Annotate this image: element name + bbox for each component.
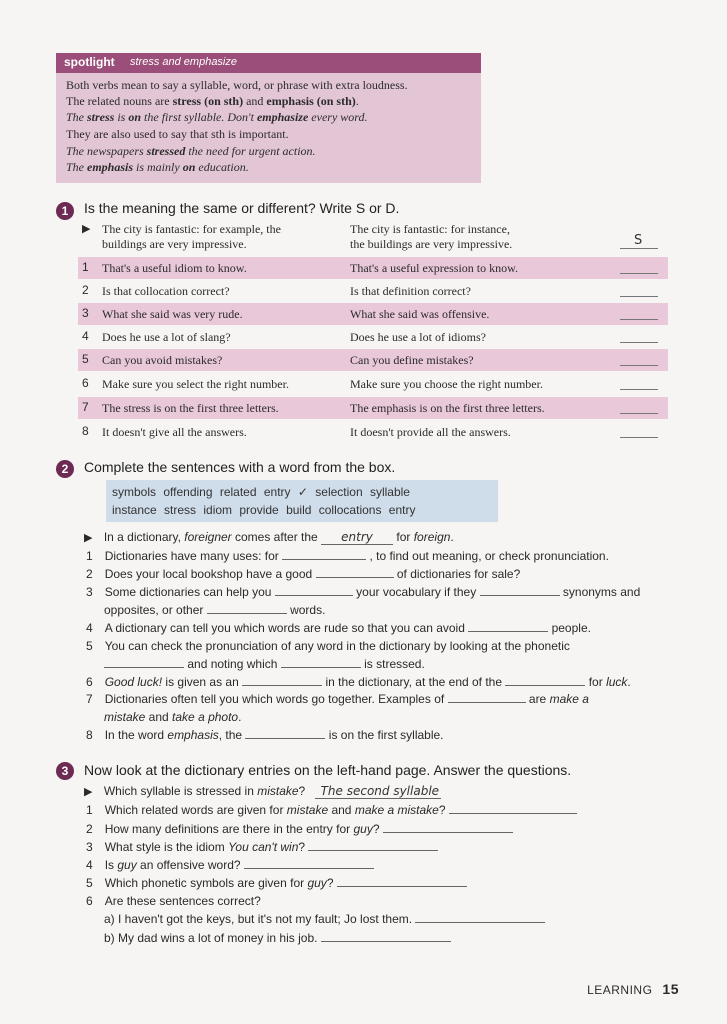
question-5: 5 Which phonetic symbols are given for guy? — [86, 876, 467, 890]
table-row — [78, 397, 668, 419]
example-answer-blank — [321, 530, 393, 545]
word-box-line-2: instance stress idiom provide build collocations entry — [112, 503, 416, 517]
spotlight-box — [56, 53, 481, 183]
sentence-3-continued: opposites, or other words. — [104, 603, 326, 617]
sentence-6: 6 Good luck! is given as an in the dictionary, at the end of the for luck. — [86, 675, 631, 689]
answer-blank[interactable] — [620, 342, 658, 343]
row-number: 4 — [82, 329, 89, 343]
answer-blank[interactable] — [244, 858, 374, 869]
row-sentence-a: Can you avoid mistakes? — [102, 353, 223, 367]
row-sentence-b: That's a useful expression to know. — [350, 261, 519, 275]
answer-blank[interactable] — [448, 692, 526, 703]
row-number: 1 — [82, 260, 89, 274]
sentence-7: 7 Dictionaries often tell you which words go together. Examples of are make a — [86, 692, 589, 706]
question-3: 3 What style is the idiom You can't win? — [86, 840, 438, 854]
answer-blank[interactable] — [620, 389, 658, 390]
spotlight-line-2: The related nouns are stress (on sth) and emphasis (on sth). — [66, 94, 359, 108]
example-marker-icon: ▶ — [82, 223, 91, 235]
sentence-7-continued: mistake and take a photo. — [104, 710, 242, 724]
word-box — [106, 480, 498, 522]
sentence-8: 8 In the word emphasis, the is on the first syllable. — [86, 728, 444, 742]
table-row — [78, 303, 668, 325]
row-sentence-b: Does he use a lot of idioms? — [350, 330, 486, 344]
exercise-1-example — [78, 220, 668, 254]
exercise-3-instruction: Now look at the dictionary entries on the left-hand page. Answer the questions. — [84, 762, 572, 778]
answer-blank[interactable] — [104, 657, 184, 668]
exercise-1-instruction: Is the meaning the same or different? Write S or D. — [84, 200, 400, 216]
example-answer: entry — [341, 530, 373, 544]
question-6: 6 Are these sentences correct? — [86, 894, 261, 908]
exercise-1-number: 1 — [56, 202, 74, 220]
row-number: 2 — [82, 283, 89, 297]
exercise-2-example: ▶ In a dictionary, foreigner comes after the entry for foreign. — [84, 530, 454, 544]
example-marker-icon: ▶ — [84, 532, 93, 544]
sentence-2: 2 Does your local bookshop have a good of dictionaries for sale? — [86, 567, 521, 581]
answer-blank[interactable] — [480, 585, 560, 596]
answer-blank[interactable] — [620, 296, 658, 297]
row-sentence-b: Make sure you choose the right number. — [350, 377, 543, 391]
row-sentence-b: What she said was offensive. — [350, 307, 490, 321]
example-answer: S — [634, 233, 643, 248]
example-answer-blank — [315, 784, 441, 799]
row-sentence-a: Make sure you select the right number. — [102, 377, 289, 391]
row-sentence-a: Does he use a lot of slang? — [102, 330, 231, 344]
exercise-3-example: ▶ Which syllable is stressed in mistake? The second syllable — [84, 784, 440, 798]
example-a-line-1: The city is fantastic: for example, the — [102, 222, 281, 236]
answer-blank[interactable] — [415, 912, 545, 923]
row-sentence-b: Can you define mistakes? — [350, 353, 474, 367]
example-answer: The second syllable — [320, 784, 440, 798]
answer-blank[interactable] — [468, 621, 548, 632]
row-number: 5 — [82, 352, 89, 366]
question-1: 1 Which related words are given for mistake and make a mistake? — [86, 803, 577, 817]
table-row — [78, 280, 668, 302]
row-sentence-a: Is that collocation correct? — [102, 284, 230, 298]
answer-blank[interactable] — [620, 365, 658, 366]
question-6a: a) I haven't got the keys, but it's not my fault; Jo lost them. — [104, 912, 545, 926]
spotlight-subtitle: stress and emphasize — [130, 56, 237, 68]
question-2: 2 How many definitions are there in the entry for guy? — [86, 822, 513, 836]
answer-blank[interactable] — [620, 273, 658, 274]
sentence-5: 5 You can check the pronunciation of any word in the dictionary by looking at the phonetic — [86, 639, 570, 653]
answer-blank[interactable] — [620, 319, 658, 320]
spotlight-line-6: The emphasis is mainly on education. — [66, 160, 249, 174]
answer-blank[interactable] — [245, 728, 325, 739]
table-row — [78, 349, 668, 371]
section-label: LEARNING — [587, 983, 653, 997]
sentence-1: 1 Dictionaries have many uses: for , to find out meaning, or check pronunciation. — [86, 549, 609, 563]
example-answer-line — [620, 248, 658, 249]
answer-blank[interactable] — [321, 931, 451, 942]
answer-blank[interactable] — [275, 585, 353, 596]
row-sentence-b: Is that definition correct? — [350, 284, 471, 298]
example-marker-icon: ▶ — [84, 786, 93, 798]
sentence-4: 4 A dictionary can tell you which words are rude so that you can avoid people. — [86, 621, 591, 635]
row-sentence-a: What she said was very rude. — [102, 307, 243, 321]
answer-blank[interactable] — [620, 437, 658, 438]
answer-blank[interactable] — [207, 603, 287, 614]
sentence-5-continued: and noting which is stressed. — [104, 657, 425, 671]
page-footer — [587, 981, 679, 997]
word-box-line-1: symbols offending related entry ✓ selection syllable — [112, 485, 410, 499]
spotlight-line-3: The stress is on the first syllable. Don't emphasize every word. — [66, 110, 368, 124]
spotlight-tag: spotlight — [64, 55, 115, 69]
question-4: 4 Is guy an offensive word? — [86, 858, 374, 872]
example-b-line-1: The city is fantastic: for instance, — [350, 222, 510, 236]
answer-blank[interactable] — [383, 822, 513, 833]
question-6b: b) My dad wins a lot of money in his job. — [104, 931, 451, 945]
answer-blank[interactable] — [282, 549, 366, 560]
spotlight-header — [56, 53, 481, 73]
answer-blank[interactable] — [505, 675, 585, 686]
row-number: 3 — [82, 306, 89, 320]
page-number: 15 — [662, 981, 679, 997]
exercise-3-number: 3 — [56, 762, 74, 780]
row-sentence-a: It doesn't give all the answers. — [102, 425, 247, 439]
table-row — [78, 326, 668, 348]
answer-blank[interactable] — [449, 803, 577, 814]
answer-blank[interactable] — [308, 840, 438, 851]
row-sentence-a: That's a useful idiom to know. — [102, 261, 247, 275]
example-a-line-2: buildings are very impressive. — [102, 237, 247, 251]
row-number: 6 — [82, 376, 89, 390]
answer-blank[interactable] — [281, 657, 361, 668]
answer-blank[interactable] — [337, 876, 467, 887]
spotlight-line-1: Both verbs mean to say a syllable, word, or phrase with extra loudness. — [66, 78, 408, 92]
sentence-3: 3 Some dictionaries can help you your vocabulary if they synonyms and — [86, 585, 641, 599]
row-sentence-a: The stress is on the first three letters. — [102, 401, 279, 415]
answer-blank[interactable] — [316, 567, 394, 578]
row-number: 8 — [82, 424, 89, 438]
exercise-2-number: 2 — [56, 460, 74, 478]
spotlight-line-4: They are also used to say that sth is important. — [66, 127, 289, 141]
table-row — [78, 421, 668, 443]
answer-blank[interactable] — [620, 413, 658, 414]
row-number: 7 — [82, 400, 89, 414]
row-sentence-b: The emphasis is on the first three letters. — [350, 401, 545, 415]
exercise-2-instruction: Complete the sentences with a word from the box. — [84, 459, 396, 475]
row-sentence-b: It doesn't provide all the answers. — [350, 425, 511, 439]
table-row — [78, 373, 668, 395]
spotlight-line-5: The newspapers stressed the need for urgent action. — [66, 144, 316, 158]
table-row — [78, 257, 668, 279]
answer-blank[interactable] — [242, 675, 322, 686]
example-b-line-2: the buildings are very impressive. — [350, 237, 513, 251]
